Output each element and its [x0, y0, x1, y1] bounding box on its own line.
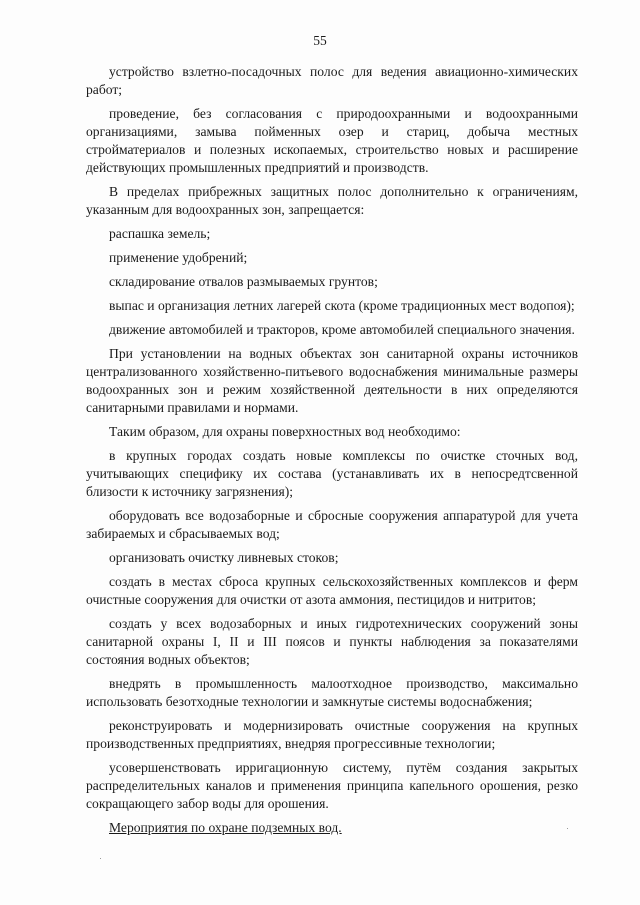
- list-item: внедрять в промышленность малоотходное производство, максимально использовать безотходные технологии и замкнутые системы водоснабжения;: [86, 676, 578, 709]
- list-item: выпас и организация летних лагерей скота (кроме традиционных мест водопоя);: [109, 298, 575, 313]
- page-number: 55: [313, 33, 327, 48]
- list-item: складирование отвалов размываемых грунтов;: [109, 274, 378, 289]
- paragraph: В пределах прибрежных защитных полос дополнительно к ограничениям, указанным для водоохранных зон, запрещается:: [86, 184, 578, 217]
- scan-speck: [100, 858, 101, 859]
- list-item: оборудовать все водозаборные и сбросные сооружения аппаратурой для учета забираемых и сбрасываемых вод;: [86, 508, 578, 541]
- scan-speck: [567, 828, 568, 829]
- section-heading: Мероприятия по охране подземных вод.: [109, 820, 342, 835]
- list-item: усовершенствовать ирригационную систему, путём создания закрытых распределительных каналов и применения принципа капельного орошения, резко сокращающего забор воды для орошения.: [86, 760, 578, 811]
- list-item: создать в местах сброса крупных сельскохозяйственных комплексов и ферм очистные сооружения для очистки от азота аммония, пестицидов и нитритов;: [86, 574, 578, 607]
- paragraph: устройство взлетно-посадочных полос для ведения авиационно-химических работ;: [86, 64, 578, 97]
- list-item: создать у всех водозаборных и иных гидротехнических сооружений зоны санитарной охраны I, II и III поясов и пункты наблюдения за показателями состояния водных объектов;: [86, 616, 578, 667]
- paragraph: При установлении на водных объектах зон санитарной охраны источников централизованного хозяйственно-питьевого водоснабжения минимальные размеры водоохранных зон и режим хозяйственной деятельности в них определяются санитарными правилами и нормами.: [86, 346, 578, 415]
- list-item: распашка земель;: [109, 226, 211, 241]
- list-item: движение автомобилей и тракторов, кроме автомобилей специального значения.: [109, 322, 575, 337]
- list-item: в крупных городах создать новые комплексы по очистке сточных вод, учитывающих специфику их состава (устанавливать их в непосредтсвенной близости к источнику загрязнения);: [86, 448, 578, 499]
- paragraph: проведение, без согласования с природоохранными и водоохранными организациями, замыва пойменных озер и стариц, добыча местных стройматериалов и полезных ископаемых, строительство новых и расширение действующих промышленных предприятий и производств.: [86, 106, 578, 175]
- list-item: реконструировать и модернизировать очистные сооружения на крупных производственных предприятиях, внедряя прогрессивные технологии;: [86, 718, 578, 751]
- page-body: [86, 63, 578, 837]
- list-item: организовать очистку ливневых стоков;: [109, 550, 339, 565]
- paragraph: Таким образом, для охраны поверхностных вод необходимо:: [109, 424, 461, 439]
- list-item: применение удобрений;: [109, 250, 248, 265]
